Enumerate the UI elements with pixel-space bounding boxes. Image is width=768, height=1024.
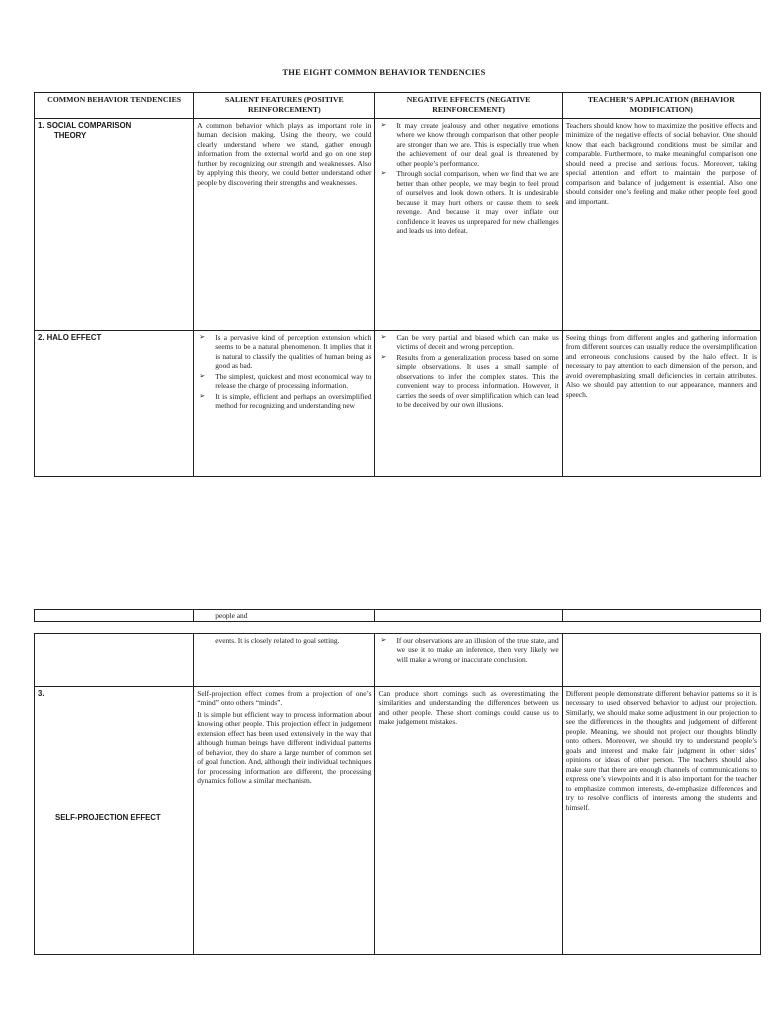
list-item: ➢ Results from a generalization process based on some simple observations. It uses a small sample of observations to infer the complex states. This the convenient way to process information. However, it carries the seeds of over simplification which can lead to be deceived by our own illusions. — [378, 353, 558, 410]
list-item: ➢ Is a pervasive kind of perception extension which seems to be a natural phenomenon. It implies that it is natural to classify the qualities of human being as good as bad. — [197, 333, 371, 371]
list-item: ➢ Through social comparison, when we find that we are better than other people, we may begin to feel proud of ourselves and look down others. It is undesirable because it may hurt others or cause them to seek revenge. And because it may over inflate our confidence it leaves us unprepared for new challenges and leads us into defeat. — [378, 169, 558, 235]
negative-effects-continued-cell — [375, 634, 562, 687]
salient-features-continued-cell — [194, 634, 375, 687]
list-item: ➢ If our observations are an illusion of the true state, and we use it to make an inference, then very likely we will make a wrong or inaccurate conclusion. — [378, 636, 558, 664]
header-teacher-application: TEACHER’S APPLICATION (BEHAVIOR MODIFICATION) — [562, 93, 760, 119]
negative-effects-cell — [375, 119, 562, 331]
empty-cell — [35, 634, 194, 687]
salient-features-cell — [194, 331, 375, 477]
tendency-name-halo-effect: 2. HALO EFFECT — [35, 331, 194, 477]
negative-effects-cell — [375, 331, 562, 477]
list-item: ➢ It is simple, efficient and perhaps an oversimplified method for recognizing and understanding new — [197, 392, 371, 411]
paragraph: Self-projection effect comes from a projection of one’s “mind” onto others “minds”. — [197, 689, 372, 708]
table-row-social-comparison — [35, 119, 761, 331]
document-title: THE EIGHT COMMON BEHAVIOR TENDENCIES — [282, 67, 486, 77]
strip-text: people and — [215, 611, 248, 620]
strip-text-cell — [194, 610, 375, 622]
table-header-row — [35, 93, 761, 119]
list-item: ➢ It may create jealousy and other negative emotions where we know through comparison that other people are stronger than we are. This is especially true when the achievement of our deal goal is threatened by other people’s performance. — [378, 121, 558, 168]
header-negative-effects: NEGATIVE EFFECTS (NEGATIVE REINFORCEMENT) — [375, 93, 562, 119]
teacher-application-cell: Seeing things from different angles and gathering information from different sources can usually reduce the oversimplification and erroneous conclusions caused by the halo effect. It is necessary to pay attention to each dimension of the person, and avoid overemphasizing small deficiencies in certain attributes. Also we should pay attention to our appearance, manners and speech. — [562, 331, 760, 477]
table-row-strip — [35, 610, 761, 622]
continued-text: events. It is closely related to goal setting. — [215, 636, 340, 645]
tendency-name-line: 1. SOCIAL COMPARISON — [38, 121, 132, 130]
empty-cell — [375, 610, 562, 622]
empty-cell — [562, 610, 760, 622]
list-item: ➢ Can be very partial and biased which can make us victims of deceit and wrong perception. — [378, 333, 558, 352]
teacher-application-cell: Different people demonstrate different behavior patterns so it is necessary to used observed behavior to adjust our projection. Similarly, we should make some adjustment in our projection to see the differences in the thoughts and judgement of different people. Meaning, we should not project our thoughts blindly onto others. Moreover, we should try to understand people’s goals and interest and make fair judgment in other sides’ opinions or ideas of other person. The teachers should also make sure that there are enough channels of communications to express one’s viewpoints and it is also important for the teacher to emphasize common interests, de-emphasize differences and try to resolve conflicts of interests among the students and himself. — [562, 687, 760, 955]
header-behavior-tendencies: COMMON BEHAVIOR TENDENCIES — [35, 93, 194, 119]
salient-features-cell — [194, 687, 375, 955]
tendency-name: SELF-PROJECTION EFFECT — [55, 813, 161, 822]
negative-effects-cell: Can produce short comings such as overestimating the similarities and understanding the differences between us and other people. These short comings could cause us to make judgement mistakes. — [375, 687, 562, 955]
table-row-halo-effect — [35, 331, 761, 477]
behavior-table-part-2 — [34, 633, 761, 955]
table-row-halo-continued — [35, 634, 761, 687]
empty-cell — [562, 634, 760, 687]
table-row-self-projection — [35, 687, 761, 955]
tendency-name-self-projection — [35, 687, 194, 955]
tendency-number: 3. — [38, 689, 45, 698]
empty-cell — [35, 610, 194, 622]
behavior-table-part-1 — [34, 92, 761, 477]
tendency-name-line: THEORY — [54, 130, 87, 140]
tendency-name-social-comparison — [35, 119, 194, 331]
header-salient-features: SALIENT FEATURES (POSITIVE REINFORCEMENT) — [194, 93, 375, 119]
teacher-application-cell: Teachers should know how to maximize the positive effects and minimize of the negative effects of social behavior. One should know that each background conditions must be similar and comparable. Furthermore, to make meaningful comparison one should need a precise and serious focus. Moreover, taking special attention and effort to maintain the purpose of comparison and balance of judgement is essential. Also one should consider one’s feeling and make other people feel good and important. — [562, 119, 760, 331]
salient-features-cell: A common behavior which plays as important role in human decision making. Using the theory, we could clearly understand where we stand, gather enough information from the external world and go on one step further by recognizing our strength and weaknesses. Also by applying this theory, we could better understand other people by discovering their strengths and weaknesses. — [194, 119, 375, 331]
behavior-table-strip — [34, 609, 761, 622]
list-item: ➢ The simplest, quickest and most economical way to release the charge of processing information. — [197, 372, 371, 391]
paragraph: It is simple but efficient way to process information about knowing other people. This projection effect in judgement extension effect has been used extensively in the way that although human beings have different individual patterns of behavior, they do share a large number of common set of goal function. And, although their individual techniques for processing information are different, the processing dynamics follow a similar mechanism. — [197, 709, 372, 786]
